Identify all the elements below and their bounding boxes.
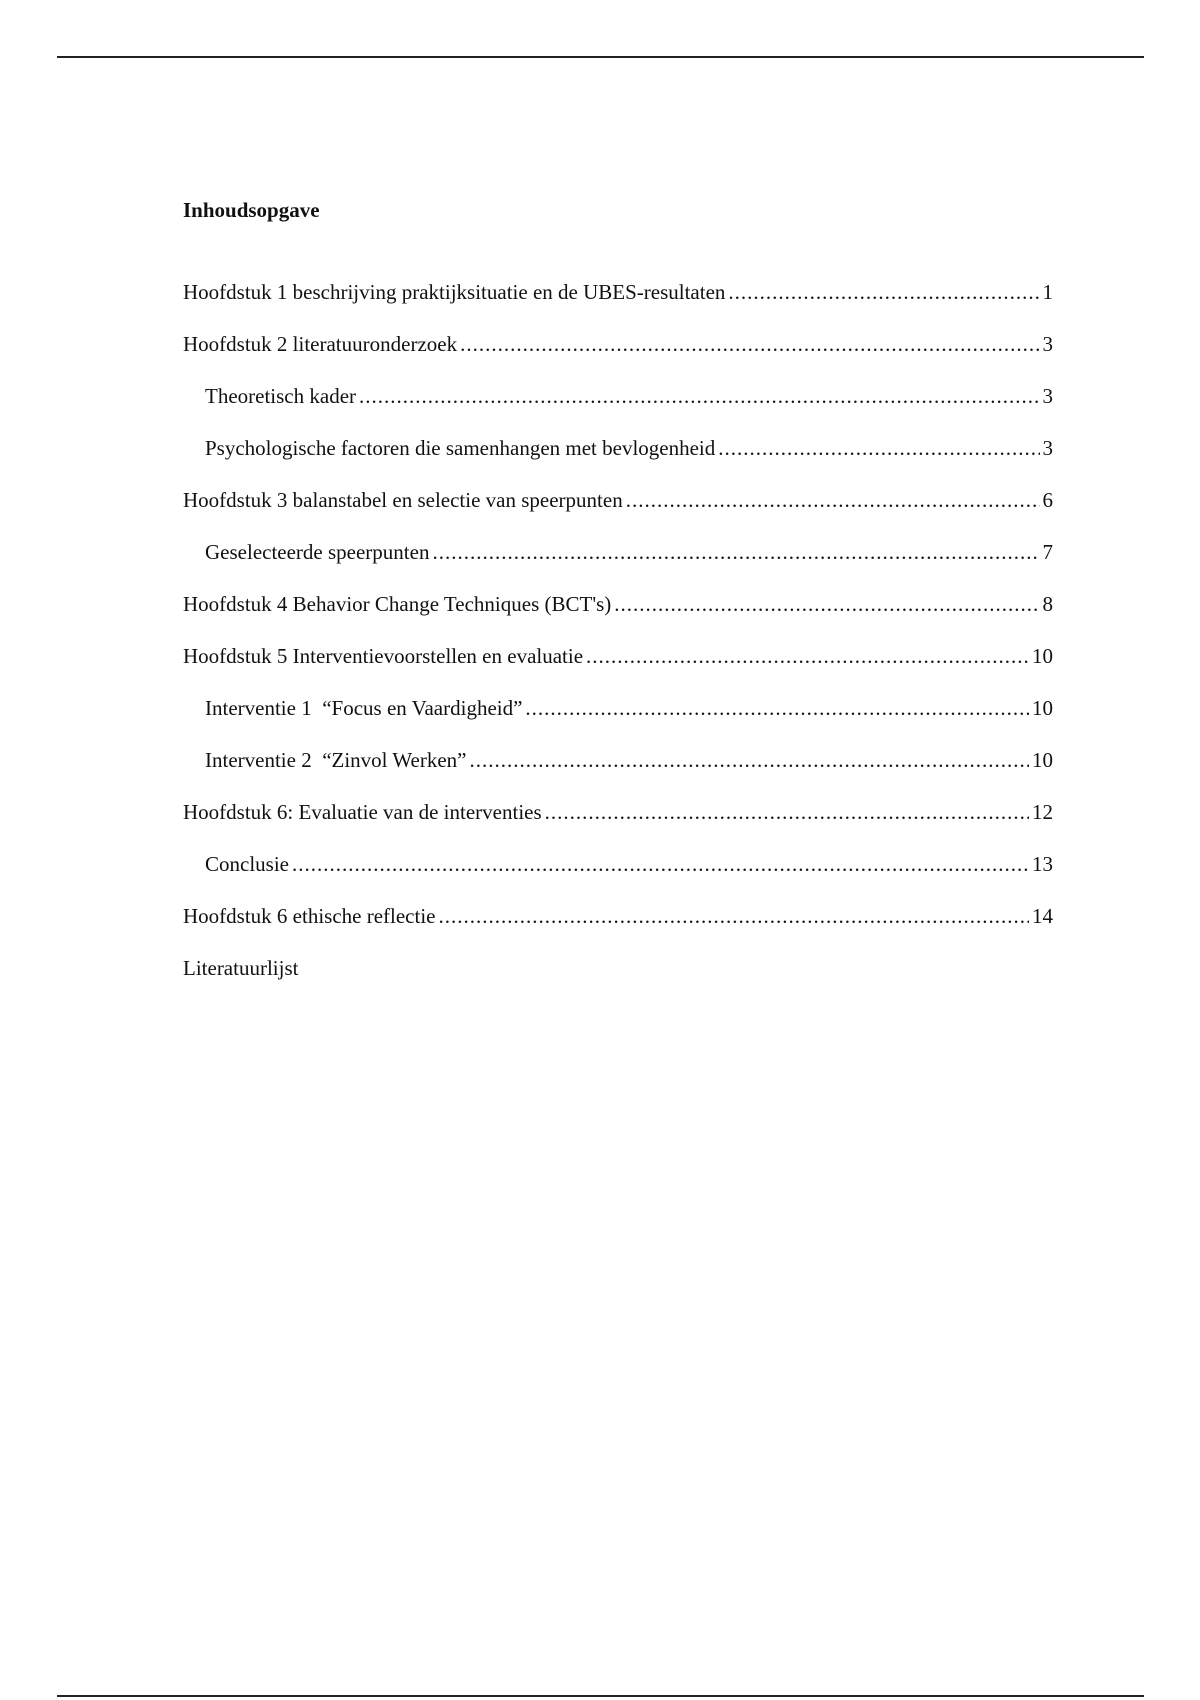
toc-entry-text: Psychologische factoren die samenhangen met bevlogenheid [205,436,716,460]
toc-list [183,272,1053,1000]
toc-page-number: 14 [1032,904,1053,928]
toc-entry-psychologische-factoren[interactable] [183,428,1053,480]
toc-page-number: 3 [1042,384,1053,408]
toc-page-number: 10 [1032,748,1053,772]
toc-entry-text: Hoofdstuk 5 Interventievoorstellen en evaluatie [183,644,584,668]
toc-dot-leader [718,428,1039,468]
toc-entry-text: Literatuurlijst [183,956,299,980]
toc-entry-hoofdstuk-6-evaluatie[interactable] [183,792,1053,844]
toc-entry-text: Hoofdstuk 6 ethische reflectie [183,904,436,928]
toc-entry-literatuurlijst[interactable] [183,948,1053,1000]
toc-entry-text: Interventie 2 “Zinvol Werken” [205,748,467,772]
toc-entry-text: Theoretisch kader [205,384,357,408]
toc-entry-interventie-2[interactable] [183,740,1053,792]
toc-page-number: 13 [1032,852,1053,876]
toc-dot-leader [626,480,1040,520]
toc-entry-theoretisch-kader[interactable] [183,376,1053,428]
toc-dot-leader [359,376,1039,416]
toc-dot-leader [439,896,1030,936]
toc-title: Inhoudsopgave [183,198,320,222]
toc-dot-leader [525,688,1029,728]
toc-entry-text: Conclusie [205,852,289,876]
toc-page-number: 10 [1032,644,1053,668]
toc-dot-leader [545,792,1029,832]
toc-entry-text: Hoofdstuk 1 beschrijving praktijksituatie en de UBES-resultaten [183,280,726,304]
footer-rule [57,1695,1144,1697]
toc-dot-leader [432,532,1039,572]
toc-entry-text: Hoofdstuk 6: Evaluatie van de interventies [183,800,542,824]
toc-page-number: 1 [1042,280,1053,304]
toc-entry-hoofdstuk-3[interactable] [183,480,1053,532]
header-rule [57,56,1144,58]
toc-dot-leader [614,584,1039,624]
toc-entry-hoofdstuk-4[interactable] [183,584,1053,636]
toc-entry-interventie-1[interactable] [183,688,1053,740]
toc-entry-conclusie[interactable] [183,844,1053,896]
toc-entry-hoofdstuk-5[interactable] [183,636,1053,688]
toc-entry-text: Hoofdstuk 4 Behavior Change Techniques (BCT's) [183,592,612,616]
toc-page-number: 6 [1042,488,1053,512]
toc-page-number: 7 [1042,540,1053,564]
toc-page-number: 12 [1032,800,1053,824]
toc-dot-leader [470,740,1030,780]
toc-entry-hoofdstuk-1[interactable] [183,272,1053,324]
toc-page-number: 8 [1042,592,1053,616]
toc-entry-text: Hoofdstuk 2 literatuuronderzoek [183,332,458,356]
toc-entry-geselecteerde-speerpunten[interactable] [183,532,1053,584]
toc-dot-leader [460,324,1039,364]
toc-entry-text: Hoofdstuk 3 balanstabel en selectie van speerpunten [183,488,623,512]
toc-page-number: 10 [1032,696,1053,720]
toc-dot-leader [292,844,1029,884]
toc-dot-leader [728,272,1039,312]
toc-entry-text: Geselecteerde speerpunten [205,540,430,564]
toc-page-number: 3 [1042,436,1053,460]
toc-entry-text: Interventie 1 “Focus en Vaardigheid” [205,696,523,720]
toc-entry-hoofdstuk-2[interactable] [183,324,1053,376]
toc-dot-leader [586,636,1029,676]
toc-entry-hoofdstuk-6-ethische-reflectie[interactable] [183,896,1053,948]
table-of-contents [183,190,1053,1000]
toc-page-number: 3 [1042,332,1053,356]
